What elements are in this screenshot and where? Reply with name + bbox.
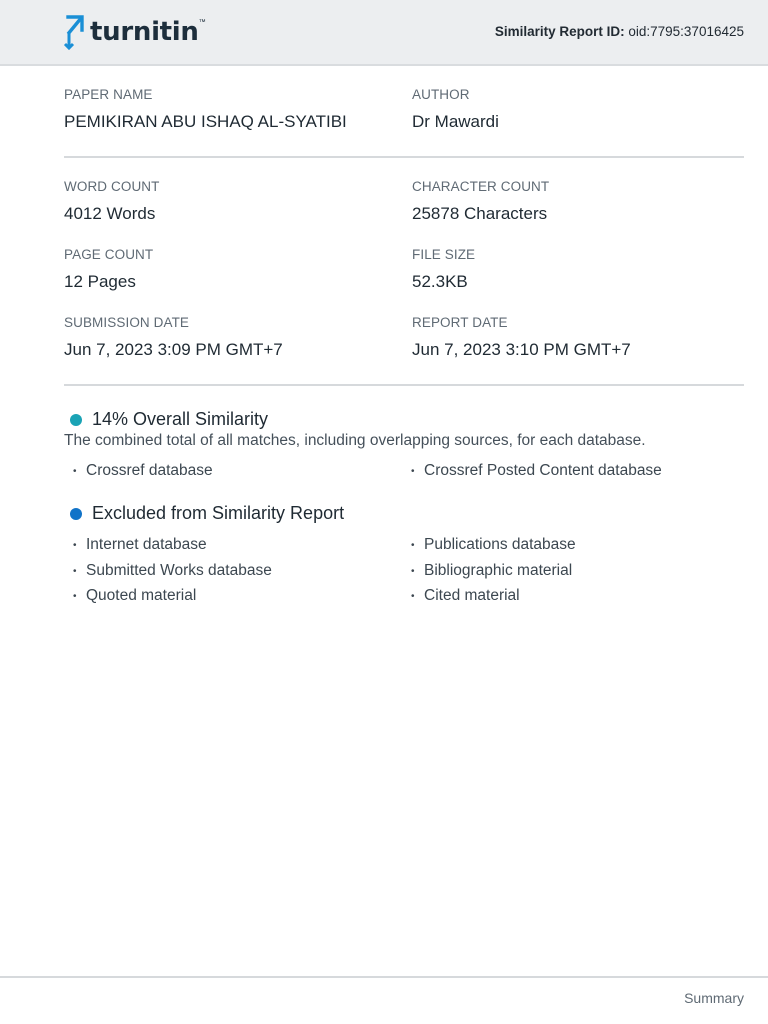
- author-value: Dr Mawardi: [412, 112, 499, 131]
- excluded-dot-icon: [70, 508, 82, 520]
- source-label: Crossref Posted Content database: [424, 462, 662, 479]
- logo-wordmark: turnitin: [90, 17, 199, 47]
- paper-name-label: PAPER NAME: [64, 87, 153, 102]
- bullet-icon: •: [411, 539, 415, 551]
- word-count-label: WORD COUNT: [64, 179, 160, 194]
- bullet-icon: •: [73, 465, 77, 477]
- excluded-heading: [70, 503, 344, 524]
- excluded-label: Internet database: [86, 536, 207, 553]
- list-item: [64, 562, 272, 580]
- excluded-label: Cited material: [424, 587, 520, 604]
- similarity-dot-icon: [70, 414, 82, 426]
- list-item: [402, 536, 576, 554]
- excluded-title: Excluded from Similarity Report: [92, 503, 345, 523]
- file-size-label: FILE SIZE: [412, 247, 476, 262]
- word-count-value: 4012 Words: [64, 204, 156, 223]
- similarity-description: The combined total of all matches, including overlapping sources, for each database.: [64, 432, 646, 449]
- report-header: [0, 0, 768, 66]
- submission-date-label: SUBMISSION DATE: [64, 315, 190, 330]
- similarity-title: 14% Overall Similarity: [92, 409, 269, 429]
- bullet-icon: •: [411, 590, 415, 602]
- list-item: [64, 587, 196, 605]
- excluded-label: Publications database: [424, 536, 576, 553]
- excluded-label: Quoted material: [86, 587, 197, 604]
- report-id-value: oid:7795:37016425: [628, 24, 744, 39]
- report-date-value: Jun 7, 2023 3:10 PM GMT+7: [412, 340, 631, 359]
- excluded-label: Submitted Works database: [86, 562, 272, 579]
- footer-divider: [0, 976, 768, 978]
- excluded-label: Bibliographic material: [424, 562, 573, 579]
- divider: [64, 384, 744, 386]
- character-count-label: CHARACTER COUNT: [412, 179, 550, 194]
- footer-summary-label: Summary: [684, 990, 744, 1006]
- report-id-label: Similarity Report ID:: [494, 24, 625, 39]
- character-count-value: 25878 Characters: [412, 204, 548, 223]
- bullet-icon: •: [411, 565, 415, 577]
- divider: [64, 156, 744, 158]
- list-item: [402, 462, 662, 480]
- list-item: [64, 536, 207, 554]
- page-count-value: 12 Pages: [64, 272, 136, 291]
- logo-trademark: ™: [198, 19, 206, 26]
- paper-name-value: PEMIKIRAN ABU ISHAQ AL-SYATIBI: [64, 112, 347, 131]
- bullet-icon: •: [73, 590, 77, 602]
- bullet-icon: •: [73, 539, 77, 551]
- file-size-value: 52.3KB: [412, 272, 468, 291]
- list-item: [402, 562, 572, 580]
- list-item: [402, 587, 520, 605]
- source-label: Crossref database: [86, 462, 213, 479]
- similarity-heading: [70, 409, 268, 430]
- report-id: [495, 24, 744, 39]
- bullet-icon: •: [73, 565, 77, 577]
- bullet-icon: •: [411, 465, 415, 477]
- report-date-label: REPORT DATE: [412, 315, 508, 330]
- author-label: AUTHOR: [412, 87, 470, 102]
- turnitin-logo-icon: [63, 14, 87, 50]
- submission-date-value: Jun 7, 2023 3:09 PM GMT+7: [64, 340, 283, 359]
- list-item: [64, 462, 213, 480]
- turnitin-logo: [63, 13, 206, 51]
- page-count-label: PAGE COUNT: [64, 247, 154, 262]
